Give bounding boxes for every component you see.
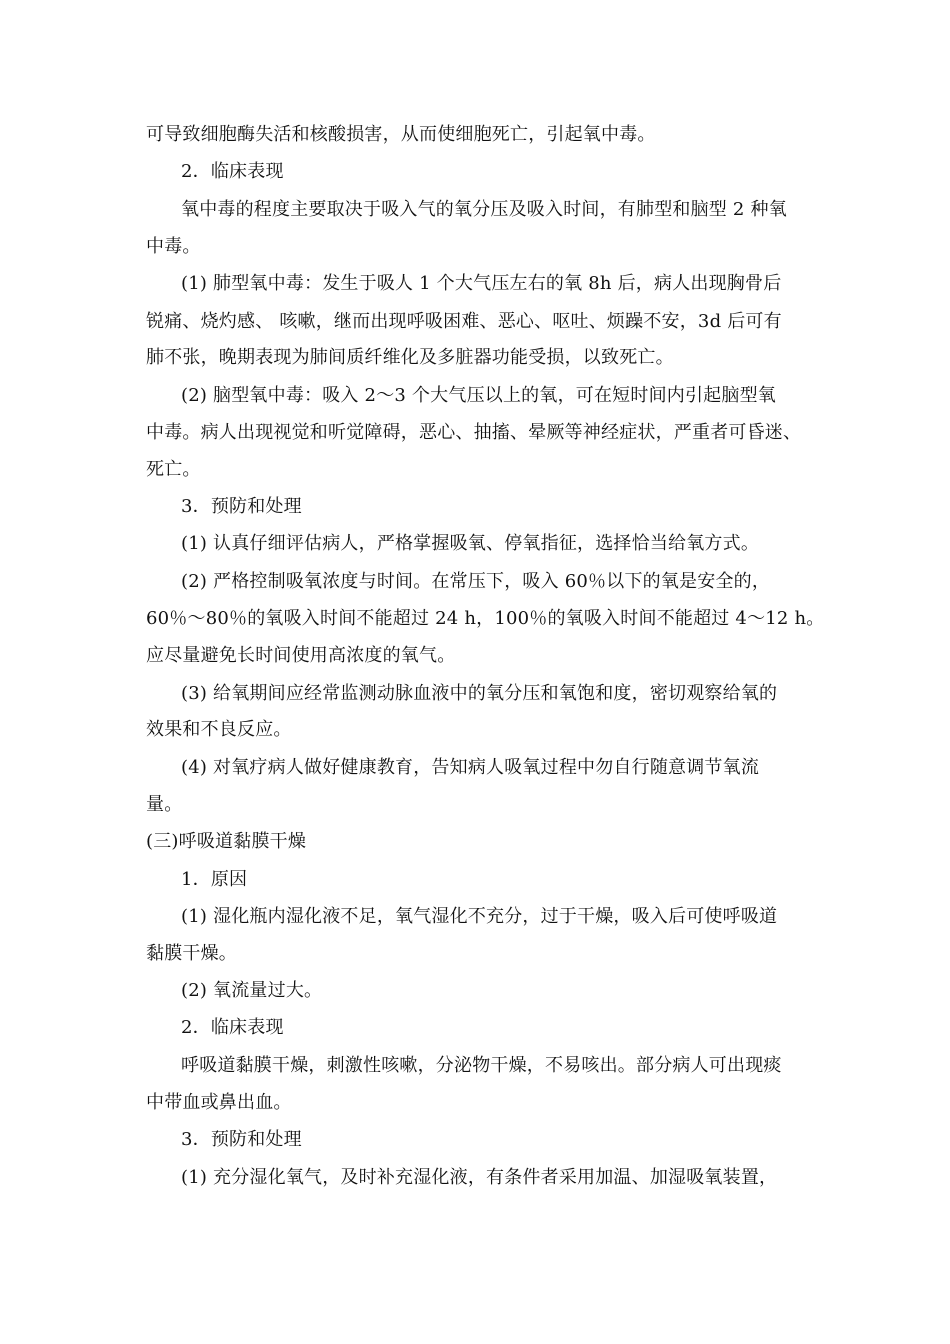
subheading-clinical-manifestations: 2．临床表现 [181,161,284,182]
text-line: 中带血或鼻出血。 [146,1092,292,1113]
text-line: 锐痛、烧灼感、 咳嗽，继而出现呼吸困难、恶心、呕吐、烦躁不安，3d 后可有 [146,311,782,332]
text-line: 氧中毒的程度主要取决于吸入气的氧分压及吸入时间，有肺型和脑型 2 种氧 [181,199,787,220]
list-item: (1) 认真仔细评估病人，严格掌握吸氧、停氧指征，选择恰当给氧方式。 [181,533,760,554]
subheading-prevention-treatment: 3．预防和处理 [181,1129,302,1150]
subheading-prevention-treatment: 3．预防和处理 [181,496,302,517]
text-line: 中毒。病人出现视觉和听觉障碍，恶心、抽搐、晕厥等神经症状，严重者可昏迷、 [146,422,802,443]
text-line: 死亡。 [146,459,201,480]
text-line-continuation: 可导致细胞酶失活和核酸损害，从而使细胞死亡，引起氧中毒。 [146,124,656,145]
list-item: (4) 对氧疗病人做好健康教育，告知病人吸氧过程中勿自行随意调节氧流 [181,757,760,778]
list-item-cerebral-oxygen-toxicity: (2) 脑型氧中毒：吸入 2～3 个大气压以上的氧，可在短时间内引起脑型氧 [181,385,776,406]
list-item-pulmonary-oxygen-toxicity: (1) 肺型氧中毒：发生于吸人 1 个大气压左右的氧 8h 后，病人出现胸骨后 [181,273,782,294]
text-line: 应尽量避免长时间使用高浓度的氧气。 [146,645,456,666]
list-item: (2) 氧流量过大。 [181,980,323,1001]
list-item: (1) 湿化瓶内湿化液不足，氧气湿化不充分，过于干燥，吸入后可使呼吸道 [181,906,778,927]
text-line: 60％～80％的氧吸入时间不能超过 24 h，100％的氧吸入时间不能超过 4～12 h。 [146,608,825,629]
text-line: 肺不张，晚期表现为肺间质纤维化及多脏器功能受损，以致死亡。 [146,347,674,368]
list-item: (1) 充分湿化氧气，及时补充湿化液，有条件者采用加温、加湿吸氧装置， [181,1167,778,1188]
text-line: 呼吸道黏膜干燥，刺激性咳嗽，分泌物干燥，不易咳出。部分病人可出现痰 [181,1055,782,1076]
list-item: (2) 严格控制吸氧浓度与时间。在常压下，吸入 60％以下的氧是安全的， [181,571,771,592]
text-line: 量。 [146,794,183,815]
subheading-causes: 1．原因 [181,869,248,890]
text-line: 黏膜干燥。 [146,943,237,964]
text-line: 效果和不良反应。 [146,719,292,740]
section-heading-respiratory-mucosa-dryness: (三)呼吸道黏膜干燥 [146,831,307,852]
text-line: 中毒。 [146,236,201,257]
subheading-clinical-manifestations: 2．临床表现 [181,1017,284,1038]
list-item: (3) 给氧期间应经常监测动脉血液中的氧分压和氧饱和度，密切观察给氧的 [181,683,778,704]
